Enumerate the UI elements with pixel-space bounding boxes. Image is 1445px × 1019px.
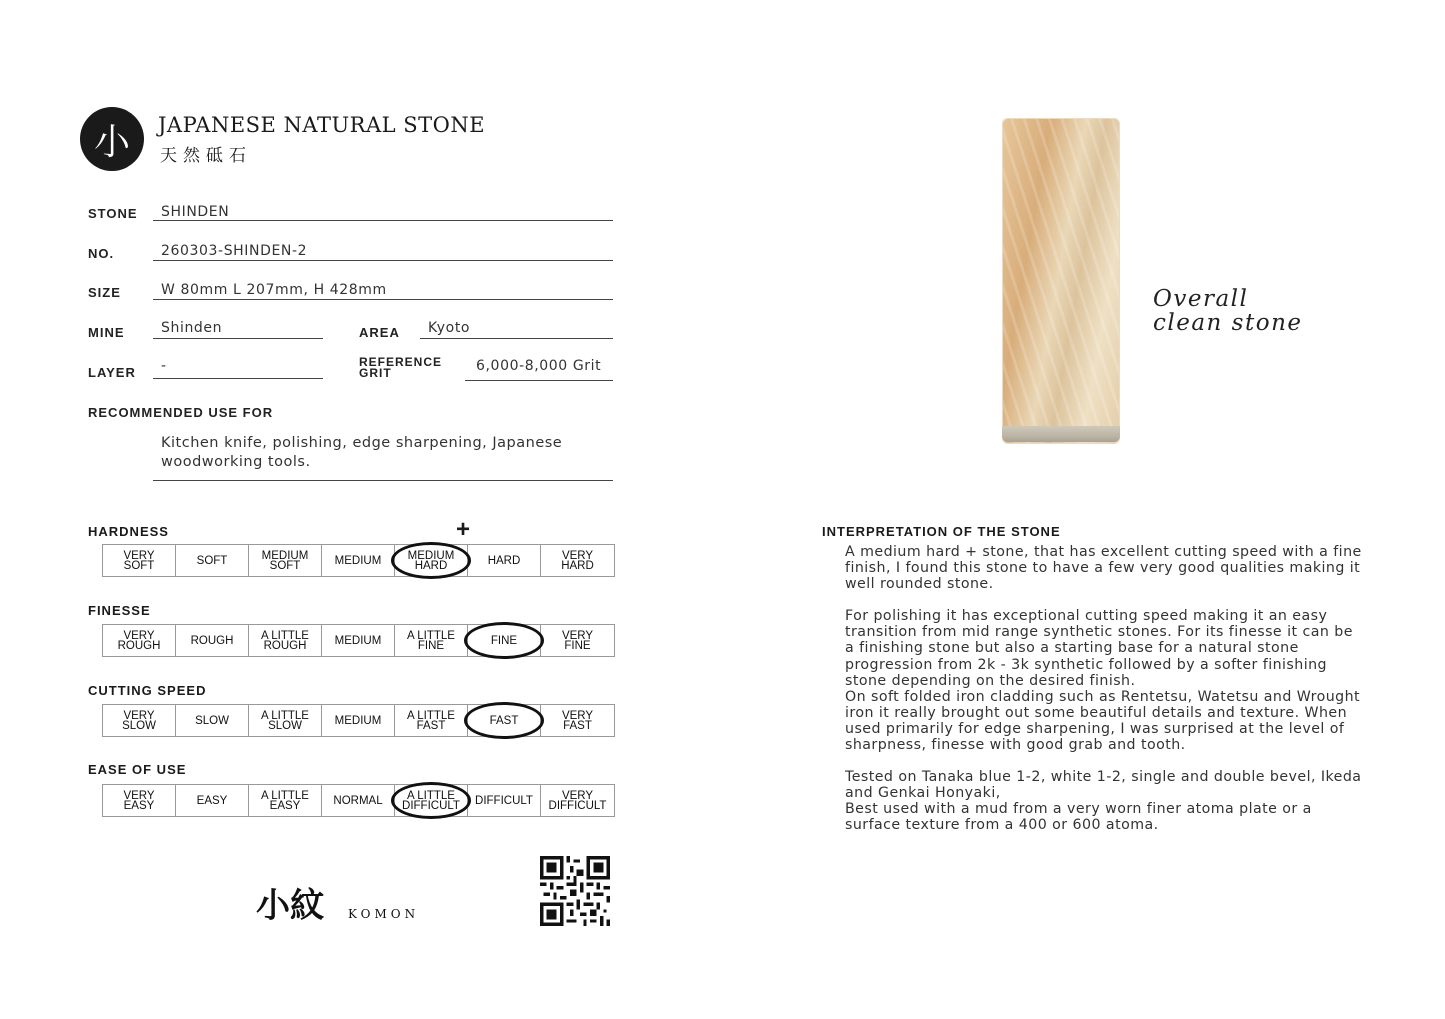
layer-value: - xyxy=(161,358,167,374)
mine-underline xyxy=(153,338,323,339)
layer-underline xyxy=(153,378,323,379)
finesse-option: MEDIUM xyxy=(322,625,395,656)
recommended-use-value: Kitchen knife, polishing, edge sharpening, Japanese woodworking tools. xyxy=(161,435,563,470)
interpretation-paragraph: For polishing it has exceptional cutting speed making it an easy transition from mid range synthetic stones. For its finesse it can be a finishing stone but also a starting base for a natural stone progression from 2k - 3k synthetic followed by a softer finishing stone depending on the desired finish. xyxy=(845,608,1353,689)
interpretation-body xyxy=(845,544,1365,850)
cutting-speed-title: CUTTING SPEED xyxy=(88,683,207,698)
area-value: Kyoto xyxy=(428,320,471,336)
komon-logo-mark: 小紋 xyxy=(256,886,324,926)
hardness-title: HARDNESS xyxy=(88,524,169,539)
finesse-option: A LITTLE FINE xyxy=(395,625,468,656)
hardness-option: VERY SOFT xyxy=(103,545,176,576)
interpretation-paragraph: A medium hard + stone, that has excellent cutting speed with a fine finish, I found this stone to have a few very good qualities making it well rounded stone. xyxy=(845,544,1362,593)
interpretation-paragraph: Best used with a mud from a very worn finer atoma plate or a surface texture from a 400 or 600 atoma. xyxy=(845,801,1312,834)
mine-value: Shinden xyxy=(161,320,223,336)
cutting-speed-scale xyxy=(102,704,615,737)
finesse-option: VERY ROUGH xyxy=(103,625,176,656)
reference-grit-value: 6,000-8,000 Grit xyxy=(476,358,602,374)
no-label: NO. xyxy=(88,246,115,261)
size-underline xyxy=(153,299,613,300)
cutting-speed-option-selected: FAST xyxy=(468,705,541,736)
stone-value: SHINDEN xyxy=(161,204,230,220)
no-underline xyxy=(153,260,613,261)
area-label: AREA xyxy=(359,325,400,340)
ease-of-use-option: VERY EASY xyxy=(103,785,176,816)
hardness-option: MEDIUM xyxy=(322,545,395,576)
mine-label: MINE xyxy=(88,325,125,340)
recommended-use-label: RECOMMENDED USE FOR xyxy=(88,405,274,420)
hardness-option: HARD xyxy=(468,545,541,576)
cutting-speed-option: A LITTLE SLOW xyxy=(249,705,322,736)
reference-label xyxy=(359,357,442,379)
size-label: SIZE xyxy=(88,285,121,300)
hardness-option: MEDIUM SOFT xyxy=(249,545,322,576)
recommended-underline xyxy=(153,480,613,481)
komon-logo-text: KOMON xyxy=(348,907,420,921)
stone-photo xyxy=(1002,118,1120,444)
finesse-option-selected: FINE xyxy=(468,625,541,656)
reference-underline xyxy=(465,380,613,381)
photo-caption xyxy=(1153,287,1303,335)
cutting-speed-option: A LITTLE FAST xyxy=(395,705,468,736)
ease-of-use-option: A LITTLE EASY xyxy=(249,785,322,816)
ease-of-use-option: NORMAL xyxy=(322,785,395,816)
reference-label-line1: REFERENCE xyxy=(359,355,443,369)
stone-underline xyxy=(153,220,613,221)
ease-of-use-scale xyxy=(102,784,615,817)
interpretation-paragraph: Tested on Tanaka blue 1-2, white 1-2, single and double bevel, Ikeda and Genkai Honyaki, xyxy=(845,769,1362,802)
no-value: 260303-SHINDEN-2 xyxy=(161,243,308,259)
cutting-speed-option: MEDIUM xyxy=(322,705,395,736)
brand-logo: 小 xyxy=(80,107,144,171)
hardness-scale xyxy=(102,544,615,577)
cutting-speed-option: SLOW xyxy=(176,705,249,736)
ease-of-use-option: DIFFICULT xyxy=(468,785,541,816)
ease-of-use-option-selected: A LITTLE DIFFICULT xyxy=(395,785,468,816)
layer-label: LAYER xyxy=(88,365,136,380)
reference-label-line2: GRIT xyxy=(359,366,392,380)
finesse-option: VERY FINE xyxy=(561,629,594,652)
ease-of-use-option: EASY xyxy=(176,785,249,816)
finesse-option: A LITTLE ROUGH xyxy=(249,625,322,656)
finesse-scale xyxy=(102,624,615,657)
area-underline xyxy=(420,338,613,339)
stone-photo-base xyxy=(1002,426,1120,442)
photo-caption-line2: clean stone xyxy=(1153,310,1303,336)
hardness-option: VERY HARD xyxy=(561,549,594,572)
qr-code xyxy=(540,856,610,926)
cutting-speed-option: VERY SLOW xyxy=(103,705,176,736)
hardness-option: SOFT xyxy=(176,545,249,576)
finesse-title: FINESSE xyxy=(88,603,151,618)
finesse-option: ROUGH xyxy=(176,625,249,656)
interpretation-paragraph: On soft folded iron cladding such as Rentetsu, Watetsu and Wrought iron it really brought out some beautiful details and texture. When used primarily for edge sharpening, I was surprised at the level of sharpness, finesse with good grab and tooth. xyxy=(845,688,1361,754)
stone-label: STONE xyxy=(88,206,138,221)
hardness-option-selected: MEDIUM HARD xyxy=(395,545,468,576)
cutting-speed-option: VERY FAST xyxy=(561,709,594,732)
ease-of-use-title: EASE OF USE xyxy=(88,762,187,777)
brand-subtitle: 天然砥石 xyxy=(160,146,252,166)
size-value: W 80mm L 207mm, H 428mm xyxy=(161,282,387,298)
hardness-plus-mark: + xyxy=(456,516,471,543)
photo-caption-line1: Overall xyxy=(1153,286,1249,312)
interpretation-title: INTERPRETATION OF THE STONE xyxy=(822,524,1061,539)
brand-title: JAPANESE NATURAL STONE xyxy=(158,113,486,137)
ease-of-use-option: VERY DIFFICULT xyxy=(548,789,607,812)
